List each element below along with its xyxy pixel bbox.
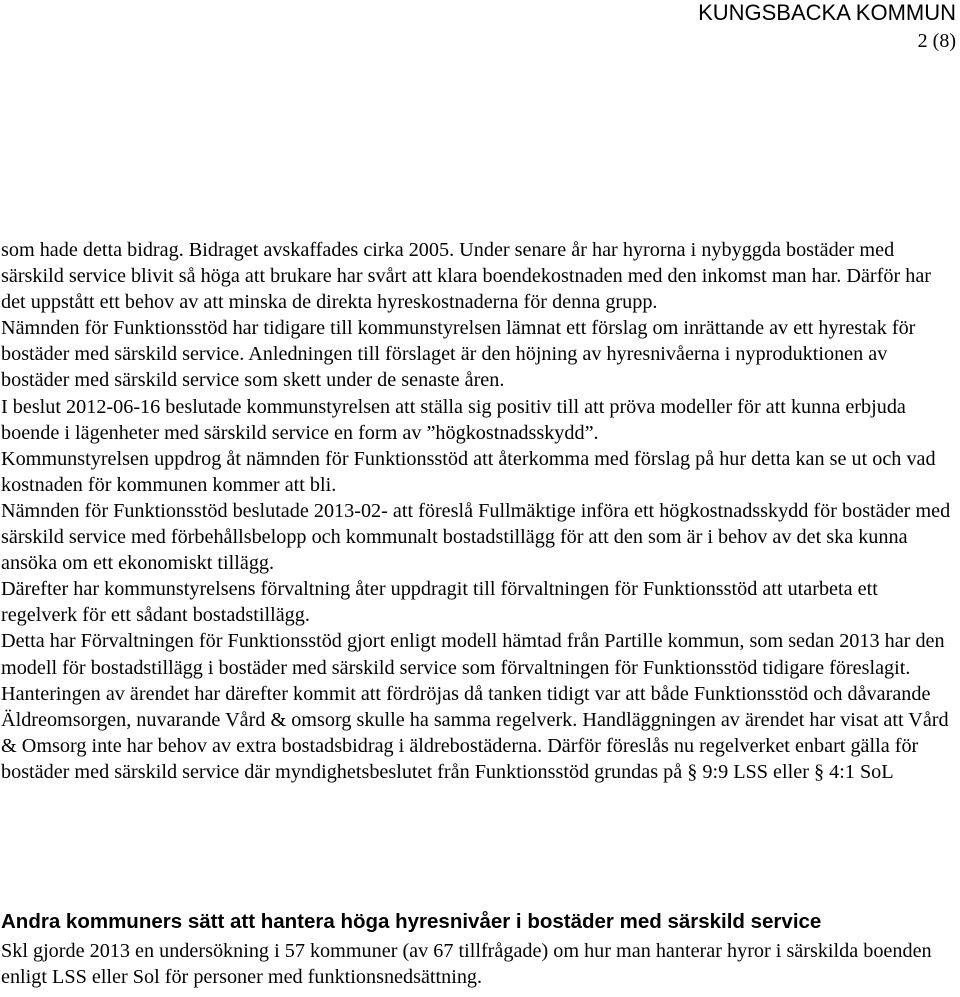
section-paragraph: Skl gjorde 2013 en undersökning i 57 kommuner (av 67 tillfrågade) om hur man hanterar hyror i särskilda boenden enligt LSS eller Sol för personer med funktionsnedsättning.	[1, 940, 932, 989]
body-paragraph: Därefter har kommunstyrelsens förvaltning åter uppdragit till förvaltningen för Funktionsstöd att utarbeta ett regelverk för ett sådant bostadstillägg.	[1, 578, 878, 627]
body-paragraph: Detta har Förvaltningen för Funktionsstöd gjort enligt modell hämtad från Partille kommun, som sedan 2013 har den modell för bostadstillägg i bostäder med särskild service som förvaltningen för Funktionsstöd tidigare föreslagit. Hanteringen av ärendet har därefter kommit att fördröjas då tanken tidigt var att både Funktionsstöd och dåvarande Äldreomsorgen, nuvarande Vård & omsorg skulle ha samma regelverk. Handläggningen av ärendet har visat att Vård & Omsorg inte har behov av extra bostadsbidrag i äldrebostäderna. Därför föreslås nu regelverket enbart gälla för bostäder med särskild service där myndighetsbeslutet från Funktionsstöd grundas på § 9:9 LSS eller § 4:1 SoL	[1, 630, 949, 783]
page-header	[698, 0, 956, 54]
body-paragraph: I beslut 2012-06-16 beslutade kommunstyrelsen att ställa sig positiv till att pröva modeller för att kunna erbjuda boende i lägenheter med särskild service en form av ”högkostnadsskydd”.	[1, 395, 906, 444]
organization-name: KUNGSBACKA KOMMUN	[698, 0, 956, 25]
section-heading: Andra kommuners sätt att hantera höga hyresnivåer i bostäder med särskild service	[1, 910, 822, 933]
body-paragraph: Nämnden för Funktionsstöd beslutade 2013-02- att föreslå Fullmäktige införa ett högkostnadsskydd för bostäder med särskild service med förbehållsbelopp och kommunalt bostadstillägg för att den som är i behov av det ska kunna ansöka om ett ekonomiskt tillägg.	[1, 499, 951, 575]
document-body	[1, 237, 957, 785]
page-number: 2 (8)	[917, 30, 956, 52]
body-paragraph: som hade detta bidrag. Bidraget avskaffades cirka 2005. Under senare år har hyrorna i nybyggda bostäder med särskild service blivit så höga att brukare har svårt att klara boendekostnaden med den inkomst man har. Därför har det uppstått ett behov av att minska de direkta hyreskostnaderna för denna grupp.	[1, 239, 932, 314]
body-paragraph: Kommunstyrelsen uppdrog åt nämnden för Funktionsstöd att återkomma med förslag på hur detta kan se ut och vad kostnaden för kommunen kommer att bli.	[1, 447, 936, 496]
section-other-municipalities	[1, 908, 957, 990]
body-paragraph: Nämnden för Funktionsstöd har tidigare till kommunstyrelsen lämnat ett förslag om inrättande av ett hyrestak för bostäder med särskild service. Anledningen till förslaget är den höjning av hyresnivåerna i nyproduktionen av bostäder med särskild service som skett under de senaste åren.	[1, 317, 916, 392]
